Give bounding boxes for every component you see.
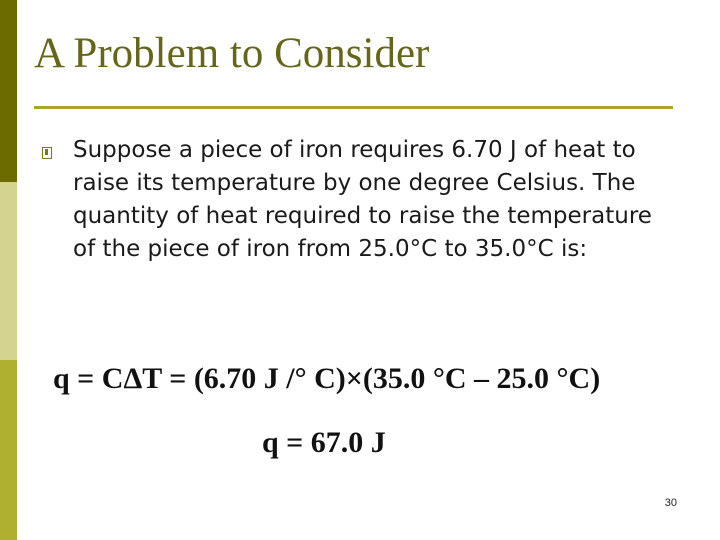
- left-accent-bar-top: [0, 0, 17, 182]
- title-underline: [34, 106, 673, 109]
- left-accent-bar-bottom: [0, 360, 17, 540]
- bullet-square-icon: [42, 147, 52, 159]
- equation: q = CΔT = (6.70 J /° C)×(35.0 °C – 25.0 °C): [53, 362, 601, 395]
- slide-title: A Problem to Consider: [34, 30, 430, 77]
- page-number: 30: [664, 497, 677, 509]
- left-accent-bar-middle: [0, 182, 17, 360]
- equation-result: q = 67.0 J: [262, 426, 386, 459]
- bullet-text: Suppose a piece of iron requires 6.70 J of heat to raise its temperature by one degree Celsius. The quantity of heat required to raise the temperature of the piece of iron from 25.0°C to 35.0°C is:: [73, 137, 652, 262]
